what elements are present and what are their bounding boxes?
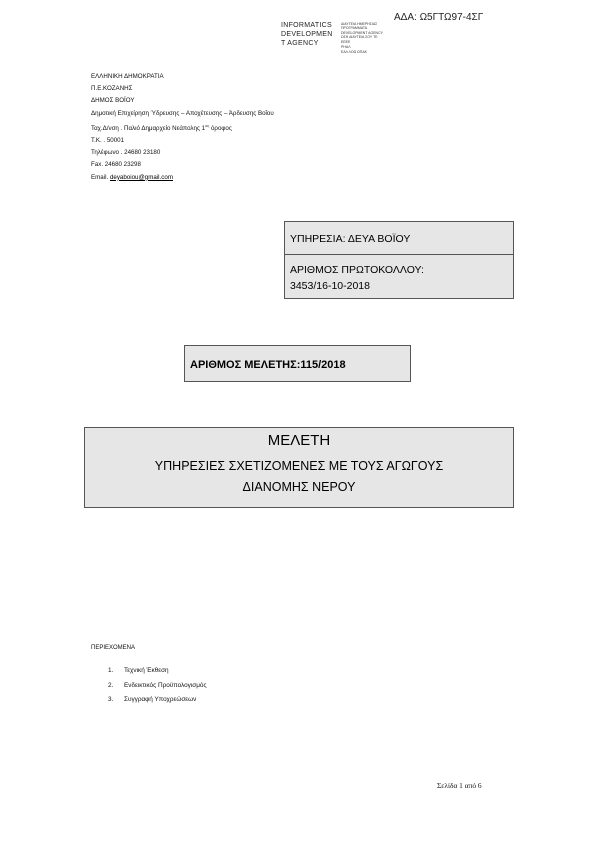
contents-item-number: 1. <box>108 667 114 674</box>
service-row <box>285 222 513 255</box>
diavgeia-logo <box>281 22 401 62</box>
sender-postcode: Τ.Κ. . 50001 <box>91 137 125 145</box>
address-suffix: όροφος <box>209 124 232 132</box>
contents-item-number: 3. <box>108 696 114 703</box>
sender-fax: Fax. 24680 23298 <box>91 161 141 169</box>
sender-organization: Δημοτική Επιχείρηση Ύδρευσης – Αποχέτευσης – Άρδευσης Βοΐου <box>91 109 274 117</box>
ada-code: ΑΔΑ: Ω5ΓΤΩ97-4ΣΓ <box>394 12 484 23</box>
protocol-value: 3453/16-10-2018 <box>290 280 370 292</box>
logo-tiny-5: ΕΕΕΕ <box>341 40 351 44</box>
email-label: Email. <box>91 173 109 181</box>
study-number: ΑΡΙΘΜΟΣ ΜΕΛΕΤΗΣ:115/2018 <box>190 359 346 371</box>
logo-word-1: INFORMATICS <box>281 22 333 29</box>
logo-word-2: DEVELOPMEN <box>281 31 333 38</box>
protocol-label: ΑΡΙΘΜΟΣ ΠΡΩΤΟΚΟΛΛΟΥ: <box>290 264 424 276</box>
logo-tiny-7: ΕΑΛ ΛΟΩ ΩΠΑΚ <box>341 50 367 54</box>
logo-tiny-6: ΡΗΑΛ <box>341 45 351 49</box>
email-link[interactable]: deyaboiou@gmail.com <box>109 173 173 181</box>
study-number-box <box>184 345 411 382</box>
title-box <box>84 427 514 508</box>
document-title: ΜΕΛΕΤΗ <box>267 432 331 449</box>
logo-tiny-1: ΔΙΑΥΓΕΙΑ ΗΜΕΡΗΣΙΑΣ <box>341 22 378 26</box>
address-prefix: Ταχ.Δ/νση . Παλιό Δημαρχείο Νεάπολης 1 <box>91 124 206 132</box>
sender-phone: Τηλέφωνο . 24680 23180 <box>91 149 161 157</box>
sender-email <box>91 172 274 184</box>
logo-tiny-3: DEVELOPMENT AGENCY <box>341 31 383 35</box>
sender-address <box>91 120 274 135</box>
contents-item-text: Συγγραφή Υποχρεώσεων <box>124 696 197 703</box>
sender-block <box>91 71 274 184</box>
contents-item-number: 2. <box>108 681 114 689</box>
service-label: ΥΠΗΡΕΣΙΑ: ΔΕΥΑ ΒΟΪΟΥ <box>290 233 411 245</box>
contents-item-text: Τεχνική Έκθεση <box>124 667 169 674</box>
address-sup: ος <box>205 122 210 128</box>
logo-tiny-2: ΠΡΟΓΡΑΜΜΑΤΑ <box>341 26 368 30</box>
sender-region: Π.Ε.ΚΟΖΑΝΗΣ <box>91 85 133 93</box>
service-box <box>284 221 514 299</box>
page-number: Σελίδα 1 από 6 <box>437 781 482 790</box>
document-subtitle-line2: ΔΙΑΝΟΜΗΣ ΝΕΡΟΥ <box>242 480 356 494</box>
sender-municipality: ΔΗΜΟΣ ΒΟΪΟΥ <box>91 97 135 105</box>
logo-tiny-4: ΩΣΗ ΔΙΑΥΓΕΙΑ ΣΟΥ ΤΕ <box>341 35 378 39</box>
sender-country: ΕΛΛΗΝΙΚΗ ΔΗΜΟΚΡΑΤΙΑ <box>91 73 164 80</box>
logo-word-3: T AGENCY <box>281 40 319 47</box>
contents-item-text: Ενδεικτικός Προϋπολογισμός <box>124 681 207 689</box>
contents-heading: ΠΕΡΙΕΧΟΜΕΝΑ <box>91 645 136 651</box>
document-subtitle-line1: ΥΠΗΡΕΣΙΕΣ ΣΧΕΤΙΖΟΜΕΝΕΣ ΜΕ ΤΟΥΣ ΑΓΩΓΟΥΣ <box>154 459 444 473</box>
